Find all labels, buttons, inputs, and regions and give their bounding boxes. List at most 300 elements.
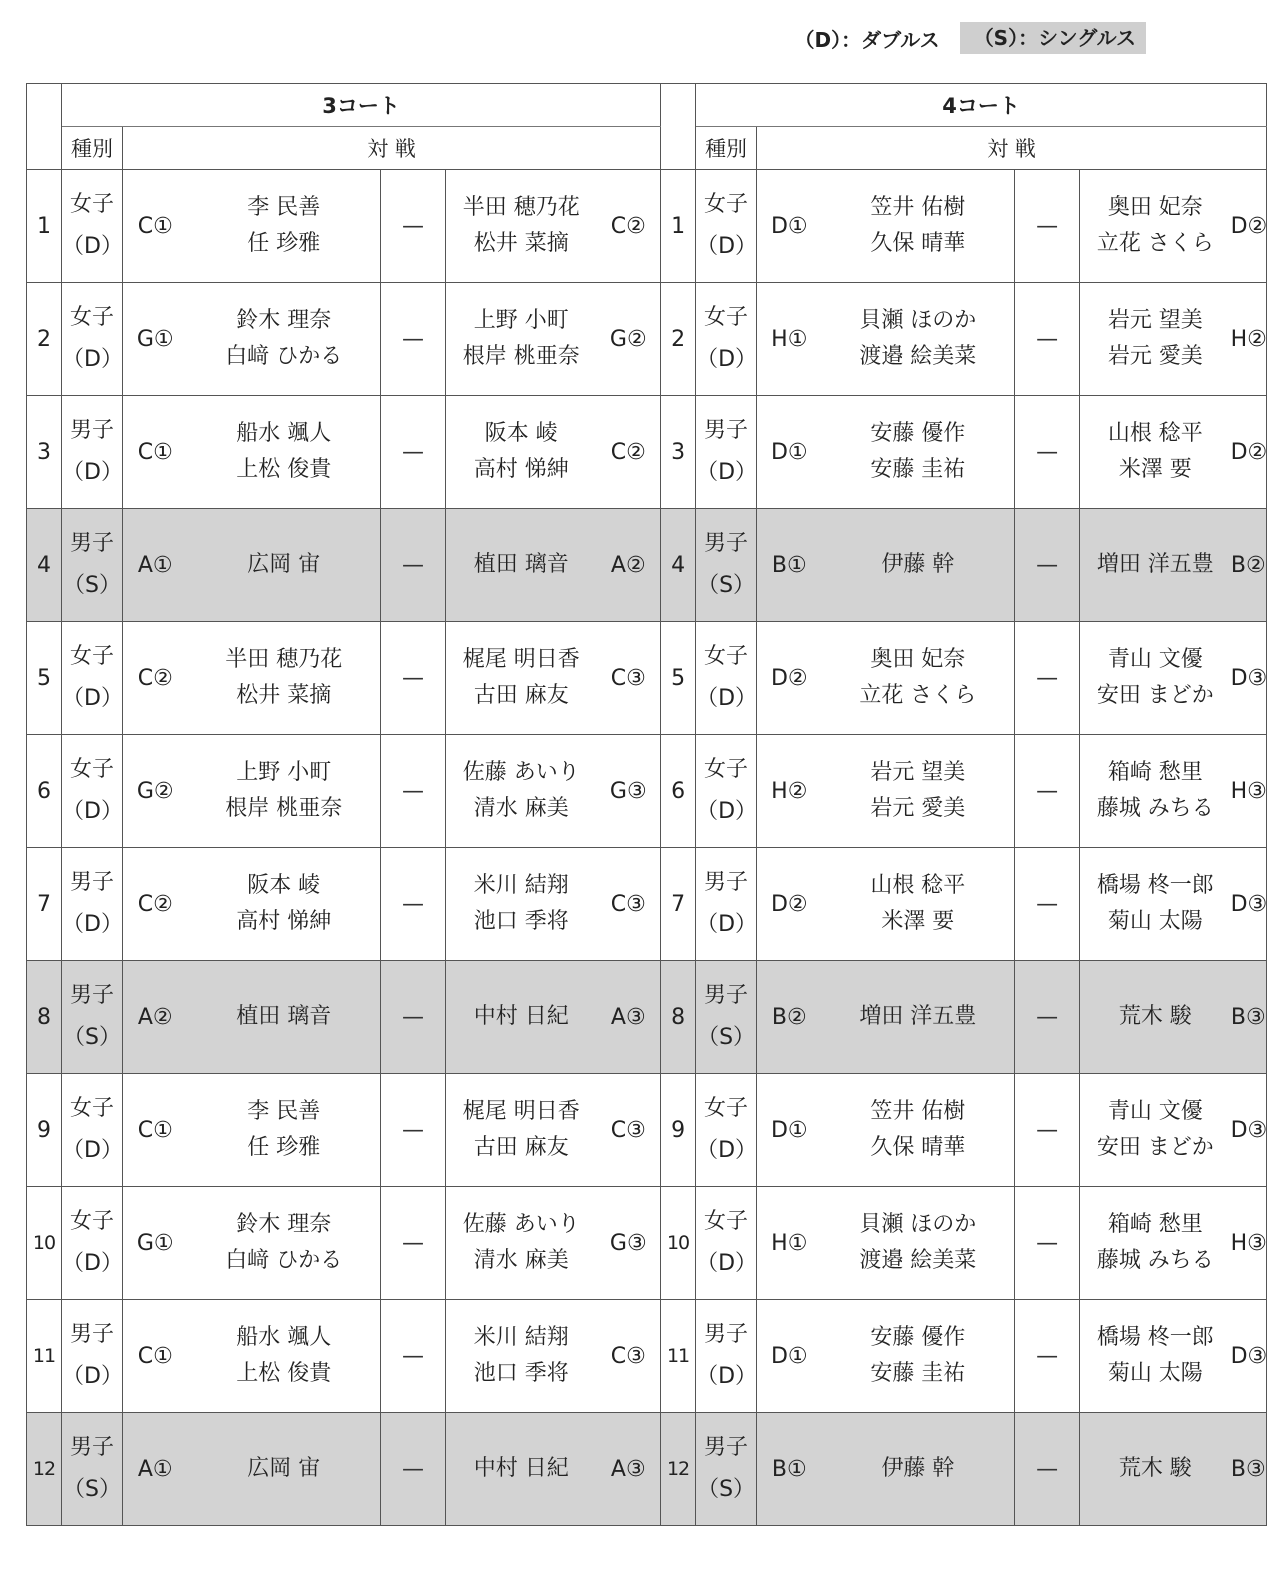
type-label: （D）	[696, 912, 758, 937]
player-name: 増田 洋五豊	[1096, 552, 1214, 577]
category-cell	[696, 170, 757, 283]
type-label: （D）	[62, 234, 123, 259]
left-team-code: G①	[123, 283, 188, 396]
player-name: 岩元 愛美	[870, 796, 966, 821]
match-row	[27, 848, 1267, 961]
category-header: 種別	[696, 127, 757, 170]
category-cell	[696, 396, 757, 509]
right-players	[1080, 170, 1231, 283]
left-players	[188, 1300, 381, 1413]
legend	[786, 22, 1146, 54]
versus-dash: —	[1015, 961, 1080, 1074]
type-label: （D）	[696, 1251, 758, 1276]
right-players	[446, 396, 597, 509]
category-cell	[62, 283, 123, 396]
player-name: 任 珍雅	[247, 1135, 321, 1160]
left-players	[188, 170, 381, 283]
gender-label: 男子	[69, 870, 114, 895]
right-players	[1080, 1187, 1231, 1300]
left-team-code: C②	[123, 622, 188, 735]
player-name: 山根 稔平	[1107, 421, 1203, 446]
category-cell	[62, 1413, 123, 1526]
category-cell	[62, 1074, 123, 1187]
player-name: 安藤 優作	[870, 1325, 966, 1350]
type-label: （D）	[696, 1364, 758, 1389]
category-cell	[696, 1074, 757, 1187]
gender-label: 男子	[704, 870, 749, 895]
player-name: 山根 稔平	[870, 873, 966, 898]
right-team-code: H③	[1231, 735, 1267, 848]
category-cell	[696, 283, 757, 396]
match-row	[27, 509, 1267, 622]
player-name: 松井 菜摘	[473, 231, 569, 256]
match-number: 12	[27, 1413, 62, 1526]
player-name: 上松 俊貴	[236, 457, 332, 482]
versus-dash: —	[381, 1074, 446, 1187]
match-row	[27, 1413, 1267, 1526]
versus-dash: —	[381, 1300, 446, 1413]
right-team-code: C②	[597, 170, 661, 283]
left-team-code: D②	[757, 848, 822, 961]
right-team-code: C③	[597, 622, 661, 735]
versus-dash: —	[1015, 848, 1080, 961]
player-name: 根岸 桃亜奈	[225, 796, 343, 821]
left-team-code: B②	[757, 961, 822, 1074]
player-name: 奥田 妃奈	[870, 647, 966, 672]
category-cell	[696, 961, 757, 1074]
player-name: 鈴木 理奈	[236, 1212, 332, 1237]
versus-dash: —	[1015, 283, 1080, 396]
left-players	[188, 848, 381, 961]
left-players	[822, 1413, 1015, 1526]
left-players	[822, 848, 1015, 961]
left-players	[188, 961, 381, 1074]
gender-label: 女子	[704, 305, 749, 330]
match-number: 8	[27, 961, 62, 1074]
left-team-code: C①	[123, 396, 188, 509]
category-cell	[62, 396, 123, 509]
versus-dash: —	[1015, 170, 1080, 283]
right-team-code: D③	[1231, 622, 1267, 735]
right-players	[1080, 848, 1231, 961]
player-name: 久保 晴華	[870, 231, 966, 256]
type-label: （D）	[696, 799, 758, 824]
right-team-code: D②	[1231, 170, 1267, 283]
match-number: 6	[661, 735, 696, 848]
versus-dash: —	[381, 735, 446, 848]
category-cell	[696, 1187, 757, 1300]
type-label: （D）	[62, 799, 123, 824]
left-team-code: C②	[123, 848, 188, 961]
player-name: 中村 日紀	[473, 1456, 569, 1481]
player-name: 古田 麻友	[473, 1135, 569, 1160]
type-label: （D）	[696, 460, 758, 485]
right-team-code: A③	[597, 961, 661, 1074]
player-name: 船水 颯人	[236, 1325, 332, 1350]
category-cell	[696, 622, 757, 735]
player-name: 佐藤 あいり	[462, 1212, 580, 1237]
left-team-code: C①	[123, 1074, 188, 1187]
blank-cell	[27, 84, 62, 127]
player-name: 笠井 佑樹	[870, 1099, 966, 1124]
match-number: 2	[27, 283, 62, 396]
player-name: 伊藤 幹	[881, 552, 955, 577]
player-name: 米澤 要	[1118, 457, 1192, 482]
left-players	[188, 1187, 381, 1300]
left-team-code: H②	[757, 735, 822, 848]
category-cell	[696, 1413, 757, 1526]
player-name: 久保 晴華	[870, 1135, 966, 1160]
left-players	[188, 622, 381, 735]
category-cell	[696, 509, 757, 622]
match-number: 1	[27, 170, 62, 283]
blank-cell	[27, 127, 62, 170]
right-players	[1080, 622, 1231, 735]
player-name: 渡邉 絵美菜	[859, 1248, 977, 1273]
category-cell	[696, 735, 757, 848]
match-number: 12	[661, 1413, 696, 1526]
category-cell	[62, 622, 123, 735]
player-name: 上野 小町	[473, 308, 569, 333]
gender-label: 女子	[69, 305, 114, 330]
right-players	[446, 1074, 597, 1187]
type-label: （D）	[62, 686, 123, 711]
player-name: 青山 文優	[1107, 647, 1203, 672]
match-row	[27, 735, 1267, 848]
left-players	[188, 396, 381, 509]
player-name: 古田 麻友	[473, 683, 569, 708]
right-team-code: C③	[597, 1074, 661, 1187]
versus-dash: —	[1015, 396, 1080, 509]
player-name: 清水 麻美	[473, 796, 569, 821]
left-team-code: D①	[757, 170, 822, 283]
left-team-code: D①	[757, 396, 822, 509]
court-4-title: 4コート	[696, 84, 1267, 127]
left-players	[822, 170, 1015, 283]
category-cell	[62, 735, 123, 848]
gender-label: 女子	[704, 1209, 749, 1234]
right-team-code: G②	[597, 283, 661, 396]
gender-label: 男子	[69, 1435, 114, 1460]
type-label: （S）	[697, 1025, 756, 1050]
right-players	[446, 283, 597, 396]
player-name: 青山 文優	[1107, 1099, 1203, 1124]
player-name: 阪本 崚	[247, 873, 321, 898]
right-players	[1080, 1413, 1231, 1526]
type-label: （D）	[696, 686, 758, 711]
type-label: （D）	[62, 912, 123, 937]
category-cell	[696, 848, 757, 961]
versus-dash: —	[1015, 622, 1080, 735]
left-team-code: H①	[757, 1187, 822, 1300]
right-team-code: C③	[597, 1300, 661, 1413]
player-name: 上野 小町	[236, 760, 332, 785]
type-label: （S）	[697, 573, 756, 598]
player-name: 米澤 要	[881, 909, 955, 934]
gender-label: 女子	[69, 192, 114, 217]
type-label: （D）	[696, 347, 758, 372]
right-team-code: A③	[597, 1413, 661, 1526]
right-players	[1080, 1300, 1231, 1413]
player-name: 中村 日紀	[473, 1004, 569, 1029]
right-players	[446, 1413, 597, 1526]
player-name: 広岡 宙	[247, 1456, 321, 1481]
right-players	[1080, 961, 1231, 1074]
left-team-code: D①	[757, 1300, 822, 1413]
match-number: 2	[661, 283, 696, 396]
player-name: 白﨑 ひかる	[225, 344, 343, 369]
type-label: （S）	[63, 1477, 121, 1502]
player-name: 笠井 佑樹	[870, 195, 966, 220]
type-label: （D）	[696, 234, 758, 259]
right-players	[446, 735, 597, 848]
right-players	[1080, 509, 1231, 622]
left-players	[822, 509, 1015, 622]
match-number: 3	[27, 396, 62, 509]
player-name: 安田 まどか	[1096, 683, 1214, 708]
match-number: 5	[27, 622, 62, 735]
versus-dash: —	[1015, 1300, 1080, 1413]
gender-label: 男子	[704, 1435, 749, 1460]
right-players	[446, 1300, 597, 1413]
left-team-code: A②	[123, 961, 188, 1074]
legend-doubles: （D）：ダブルス	[794, 27, 940, 52]
column-header-row	[27, 127, 1267, 170]
player-name: 任 珍雅	[247, 231, 321, 256]
match-number: 10	[27, 1187, 62, 1300]
player-name: 藤城 みちる	[1096, 796, 1214, 821]
right-team-code: H③	[1231, 1187, 1267, 1300]
player-name: 佐藤 あいり	[462, 760, 580, 785]
right-players	[446, 848, 597, 961]
player-name: 池口 季将	[473, 909, 569, 934]
category-cell	[62, 961, 123, 1074]
right-team-code: H②	[1231, 283, 1267, 396]
match-row	[27, 622, 1267, 735]
gender-label: 男子	[704, 1322, 749, 1347]
player-name: 箱崎 愁里	[1107, 1212, 1203, 1237]
versus-dash: —	[1015, 1074, 1080, 1187]
versus-dash: —	[381, 622, 446, 735]
court-header-row	[27, 84, 1267, 127]
match-number: 7	[661, 848, 696, 961]
type-label: （S）	[697, 1477, 756, 1502]
gender-label: 男子	[704, 418, 749, 443]
category-cell	[62, 1300, 123, 1413]
right-players	[446, 509, 597, 622]
right-players	[446, 622, 597, 735]
player-name: 増田 洋五豊	[859, 1004, 977, 1029]
player-name: 李 民善	[247, 1099, 321, 1124]
left-team-code: C①	[123, 1300, 188, 1413]
match-row	[27, 1074, 1267, 1187]
match-row	[27, 396, 1267, 509]
gender-label: 女子	[704, 644, 749, 669]
player-name: 米川 結翔	[473, 873, 569, 898]
player-name: 奥田 妃奈	[1107, 195, 1203, 220]
type-label: （D）	[62, 1364, 123, 1389]
left-players	[188, 1074, 381, 1187]
left-team-code: H①	[757, 283, 822, 396]
gender-label: 女子	[69, 757, 114, 782]
match-number: 4	[661, 509, 696, 622]
gender-label: 女子	[704, 757, 749, 782]
player-name: 鈴木 理奈	[236, 308, 332, 333]
blank-cell	[661, 84, 696, 127]
type-label: （D）	[62, 347, 123, 372]
player-name: 菊山 太陽	[1107, 1361, 1203, 1386]
category-cell	[62, 1187, 123, 1300]
category-cell	[696, 1300, 757, 1413]
match-number: 11	[661, 1300, 696, 1413]
player-name: 松井 菜摘	[236, 683, 332, 708]
player-name: 半田 穂乃花	[462, 195, 580, 220]
category-cell	[62, 848, 123, 961]
left-players	[822, 622, 1015, 735]
right-players	[1080, 735, 1231, 848]
versus-dash: —	[1015, 735, 1080, 848]
right-team-code: C③	[597, 848, 661, 961]
left-team-code: A①	[123, 1413, 188, 1526]
player-name: 半田 穂乃花	[225, 647, 343, 672]
right-team-code: C②	[597, 396, 661, 509]
player-name: 渡邉 絵美菜	[859, 344, 977, 369]
player-name: 船水 颯人	[236, 421, 332, 446]
match-number: 10	[661, 1187, 696, 1300]
category-header: 種別	[62, 127, 123, 170]
player-name: 広岡 宙	[247, 552, 321, 577]
right-players	[1080, 396, 1231, 509]
match-number: 11	[27, 1300, 62, 1413]
match-row	[27, 170, 1267, 283]
player-name: 白﨑 ひかる	[225, 1248, 343, 1273]
type-label: （D）	[62, 1251, 123, 1276]
player-name: 清水 麻美	[473, 1248, 569, 1273]
left-team-code: A①	[123, 509, 188, 622]
player-name: 李 民善	[247, 195, 321, 220]
versus-dash: —	[381, 396, 446, 509]
player-name: 岩元 望美	[1107, 308, 1203, 333]
versus-dash: —	[1015, 1187, 1080, 1300]
player-name: 安田 まどか	[1096, 1135, 1214, 1160]
match-number: 4	[27, 509, 62, 622]
match-schedule-table	[26, 83, 1267, 1526]
gender-label: 女子	[704, 192, 749, 217]
type-label: （D）	[62, 1138, 123, 1163]
right-players	[446, 961, 597, 1074]
blank-cell	[661, 127, 696, 170]
player-name: 安藤 優作	[870, 421, 966, 446]
player-name: 高村 悌紳	[236, 909, 332, 934]
player-name: 箱崎 愁里	[1107, 760, 1203, 785]
type-label: （S）	[63, 1025, 121, 1050]
right-team-code: D③	[1231, 848, 1267, 961]
versus-dash: —	[1015, 1413, 1080, 1526]
player-name: 阪本 崚	[484, 421, 558, 446]
left-team-code: B①	[757, 509, 822, 622]
player-name: 米川 結翔	[473, 1325, 569, 1350]
left-players	[822, 1074, 1015, 1187]
left-team-code: B①	[757, 1413, 822, 1526]
player-name: 橋場 柊一郎	[1096, 873, 1214, 898]
left-players	[188, 283, 381, 396]
category-cell	[62, 170, 123, 283]
match-number: 6	[27, 735, 62, 848]
left-players	[188, 735, 381, 848]
left-team-code: D②	[757, 622, 822, 735]
player-name: 根岸 桃亜奈	[462, 344, 580, 369]
player-name: 藤城 みちる	[1096, 1248, 1214, 1273]
match-row	[27, 961, 1267, 1074]
player-name: 安藤 圭祐	[870, 457, 966, 482]
gender-label: 女子	[69, 644, 114, 669]
versus-dash: —	[381, 509, 446, 622]
player-name: 安藤 圭祐	[870, 1361, 966, 1386]
right-team-code: B②	[1231, 509, 1267, 622]
versus-dash: —	[381, 1187, 446, 1300]
right-players	[446, 1187, 597, 1300]
category-cell	[62, 509, 123, 622]
match-header: 対 戦	[123, 127, 661, 170]
left-team-code: G②	[123, 735, 188, 848]
player-name: 伊藤 幹	[881, 1456, 955, 1481]
left-players	[188, 509, 381, 622]
right-players	[1080, 283, 1231, 396]
player-name: 岩元 望美	[870, 760, 966, 785]
gender-label: 女子	[69, 1209, 114, 1234]
player-name: 植田 璃音	[236, 1004, 332, 1029]
player-name: 貝瀬 ほのか	[859, 308, 977, 333]
gender-label: 女子	[69, 1096, 114, 1121]
right-team-code: D②	[1231, 396, 1267, 509]
player-name: 菊山 太陽	[1107, 909, 1203, 934]
left-players	[822, 1300, 1015, 1413]
match-number: 9	[27, 1074, 62, 1187]
left-players	[822, 396, 1015, 509]
player-name: 荒木 駿	[1118, 1004, 1192, 1029]
gender-label: 男子	[69, 531, 114, 556]
player-name: 貝瀬 ほのか	[859, 1212, 977, 1237]
player-name: 梶尾 明日香	[462, 647, 580, 672]
player-name: 橋場 柊一郎	[1096, 1325, 1214, 1350]
gender-label: 男子	[704, 983, 749, 1008]
type-label: （D）	[696, 1138, 758, 1163]
right-team-code: D③	[1231, 1300, 1267, 1413]
left-players	[822, 283, 1015, 396]
type-label: （S）	[63, 573, 121, 598]
match-number: 7	[27, 848, 62, 961]
match-number: 8	[661, 961, 696, 1074]
match-row	[27, 1187, 1267, 1300]
left-players	[188, 1413, 381, 1526]
right-players	[446, 170, 597, 283]
right-team-code: D③	[1231, 1074, 1267, 1187]
versus-dash: —	[381, 283, 446, 396]
player-name: 植田 璃音	[473, 552, 569, 577]
versus-dash: —	[381, 1413, 446, 1526]
versus-dash: —	[1015, 509, 1080, 622]
right-team-code: B③	[1231, 1413, 1267, 1526]
match-row	[27, 283, 1267, 396]
gender-label: 男子	[69, 983, 114, 1008]
player-name: 梶尾 明日香	[462, 1099, 580, 1124]
player-name: 上松 俊貴	[236, 1361, 332, 1386]
versus-dash: —	[381, 848, 446, 961]
versus-dash: —	[381, 170, 446, 283]
left-team-code: C①	[123, 170, 188, 283]
gender-label: 男子	[69, 418, 114, 443]
versus-dash: —	[381, 961, 446, 1074]
